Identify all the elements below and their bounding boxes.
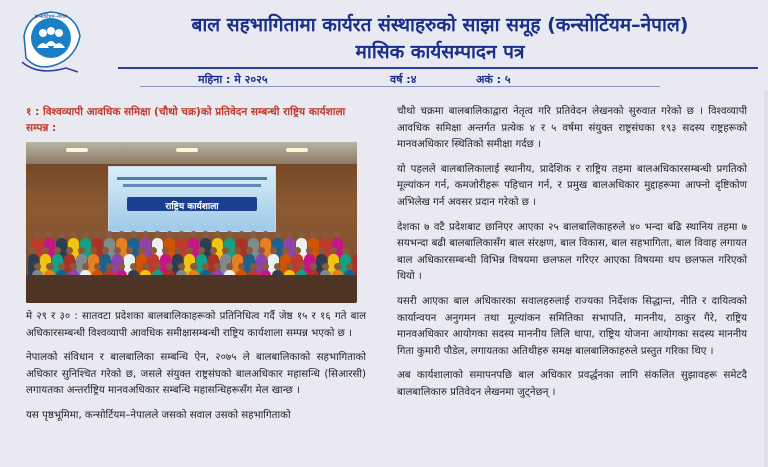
logo-text: कन्सोर्टियम–नेपाल xyxy=(34,14,68,20)
paragraph: यो पहलले बालबालिकालाई स्थानीय, प्रादेशिक र राष्ट्रिय तहमा बालअधिकारसम्बन्धी प्रगतिको मूल्यांकन गर्न, कमजोरीहरू पहिचान गर्न, र प्रमुख बालअधिकार मुद्दाहरूमा आफ्नो दृष्टिकोण अभिलेख गर्न अवसर प्रदान गरेको छ । xyxy=(397,163,747,208)
consortium-logo xyxy=(18,6,84,78)
issue-year: वर्ष :४ xyxy=(390,73,417,86)
workshop-group-photo xyxy=(26,142,357,303)
paragraph: मे २९ र ३० : सातवटा प्रदेशका बालबालिकाहरूको प्रतिनिधित्व गर्दै जेष्ठ १५ र १६ गते बाल अधिकारसम्बन्धी विश्वव्यापी आवधिक समीक्षासम्बन्धी राष्ट्रिय कार्यशाला सम्पन्न भएको छ । xyxy=(26,311,366,339)
paragraph: चौथो चक्रमा बालबालिकाद्वारा नेतृत्व गरि प्रतिवेदन लेखनको सुरुवात गरेको छ । विश्वव्यापी आवधिक समिक्षा अन्तर्गत प्रत्येक ४ र ५ वर्षमा संयुक्त राष्ट्रसंघका १९३ सदस्य राष्ट्रहरूको मानवअधिकार स्थितिको समीक्षा गर्दछ । xyxy=(397,106,747,151)
newsletter-header xyxy=(0,0,768,90)
header-divider xyxy=(118,67,758,69)
issue-number: अकं : ५ xyxy=(476,73,511,86)
paragraph: अब कार्यशालाको समापनपछि बाल अधिकार प्रवर्द्धनका लागि संकलित सुझावहरू समेटदै बालबालिकारु प्रतिवेदन लेखनमा जुट्नेछन् । xyxy=(397,370,747,398)
left-column xyxy=(26,104,366,425)
issue-month: महिना : मे २०२५ xyxy=(198,73,268,86)
paragraph: देशका ७ वटै प्रदेशबाट छानिएर आएका २५ बालबालिकाहरुले ४० भन्दा बढि स्थानिय तहमा ७ सयभन्दा बढी बालबालिकासँग बाल संरक्षण, बाल विकास, बाल सहभागिता, बाल विवाह लगायत बाल अधिकारसम्बन्धी विभिन्न विषयमा छलफल गरिएर आएका विषयमा थप छलफल गरिएको थियो । xyxy=(397,221,747,283)
meta-divider xyxy=(140,86,660,87)
right-column xyxy=(397,104,747,402)
paragraph: नेपालको संविधान र बालबालिका सम्बन्धि ऐन, २०७५ ले बालबालिकाको सहभागिताको अधिकार सुनिश्चित गरेको छ, जसले संयुक्त राष्ट्रसंघको बालअधिकार महासन्धि (सिआरसी) लगायतका अन्तर्राष्ट्रिय मानवअधिकार सम्बन्धि महासन्धिहरूसँग मेल खान्छ । xyxy=(26,352,366,397)
workshop-banner xyxy=(108,166,276,232)
newsletter-title: मासिक कार्यसम्पादन पत्र xyxy=(355,41,525,63)
paragraph: यस पृष्ठभूमिमा, कन्सोर्टियम–नेपालले जसको सवाल उसको सहभागिताको xyxy=(26,409,291,421)
scrollbar[interactable] xyxy=(764,90,768,467)
newsletter-org-title: बाल सहभागितामा कार्यरत संस्थाहरुको साझा समूह (कन्सोर्टियम–नेपाल) xyxy=(191,14,689,36)
paragraph: यसरी आएका बाल अधिकारका सवालहरुलाई राज्यका निर्देशक सिद्धान्त, नीति र दायित्वको कार्यान्वयन अनुगमन तथा मूल्यांकन समितिका सभापति, माननीय, ठाकुर गैरे, राष्ट्रिय मानवअधिकार आयोगका सदस्य माननीय लिलि थापा, राष्ट्रिय योजना आयोगका सदस्य माननीय गिता कुमारी पौडेल, लगायतका अतिथीहरु समक्ष बालबालिकाहरुले प्रस्तुत गरिका थिए । xyxy=(397,295,747,357)
section-title: १ : विश्वव्यापी आवधिक समिक्षा (चौथो चक्र)को प्रतिवेदन सम्बन्धी राष्ट्रिय कार्यशाला सम्पन्न : xyxy=(26,106,346,134)
banner-text: राष्ट्रिय कार्यशाला xyxy=(165,202,219,212)
